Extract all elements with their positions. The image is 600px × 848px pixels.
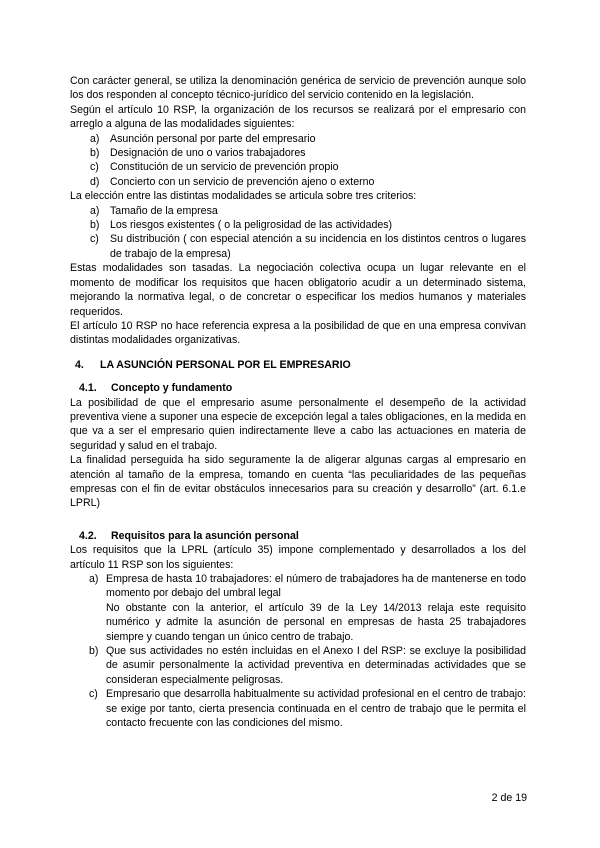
- list-item: [70, 175, 526, 189]
- list-item-text: Que sus actividades no estén incluidas en el Anexo I del RSP: se excluye la posibilidad de asumir personalmente la actividad preventiva en determinadas actividades que se consideran especialmente peligrosas.: [106, 645, 526, 686]
- list-item-text: Los riesgos existentes ( o la peligrosidad de las actividades): [110, 219, 393, 232]
- list-marker: a): [89, 573, 99, 585]
- requirements-list: [70, 572, 526, 601]
- requirements-list: [70, 644, 526, 730]
- body-paragraph: La finalidad perseguida ha sido seguramente la de aligerar algunas cargas al empresario en atención al tamaño de la empresa, tomando en cuenta “las peculiaridades de las pequeñas empresas con el fin de evitar obstáculos innecesarios para su creación y desarrollo” (art. 6.1.e LPRL): [70, 454, 526, 510]
- body-paragraph: Los requisitos que la LPRL (artículo 35) impone complementado y desarrollados a los del artículo 11 RSP son los siguientes:: [70, 544, 526, 571]
- criteria-list: [70, 204, 526, 262]
- list-marker: d): [90, 175, 100, 188]
- list-item-text: Constitución de un servicio de prevención propio: [110, 161, 339, 174]
- list-marker: c): [89, 688, 98, 701]
- subsection-title: Requisitos para la asunción personal: [111, 529, 299, 542]
- list-item: [70, 132, 526, 146]
- list-item: [70, 218, 526, 232]
- page-number: 2 de 19: [491, 792, 527, 804]
- intro-paragraph: Según el artículo 10 RSP, la organización de los recursos se realizará por el empresario con arreglo a alguna de las modalidades siguientes:: [70, 103, 526, 131]
- subsection-heading: [70, 529, 526, 543]
- list-item-text: Designación de uno o varios trabajadores: [110, 147, 306, 160]
- list-item-text: Empresa de hasta 10 trabajadores: el número de trabajadores ha de mantenerse en todo momento por debajo del umbral legal: [106, 573, 526, 600]
- body-paragraph: La posibilidad de que el empresario asume personalmente el desempeño de la actividad preventiva viene a suponer una especie de excepción legal a tales obligaciones, en la medida en que va a ser el empresario quien indirectamente lleve a cabo las actuaciones en materia de seguridad y salud en el trabajo.: [70, 396, 526, 452]
- subsection-title: Concepto y fundamento: [111, 382, 233, 395]
- body-paragraph: Estas modalidades son tasadas. La negociación colectiva ocupa un lugar relevante en el momento de modificar los requisitos que hacen obligatorio acudir a un determinado sistema, mejorando la normativa legal, o de concretar o especificar los medios humanos y materiales requeridos.: [70, 262, 526, 318]
- list-item: [70, 146, 526, 160]
- list-marker: b): [90, 219, 100, 232]
- page-content: [70, 74, 526, 730]
- section-number: 4.: [75, 358, 84, 371]
- subsection-heading: [70, 381, 526, 395]
- list-marker: c): [90, 161, 99, 174]
- list-marker: c): [90, 233, 99, 246]
- list-item: [70, 160, 526, 174]
- subsection-number: 4.2.: [79, 529, 97, 542]
- list-item: [70, 232, 526, 261]
- criteria-intro: La elección entre las distintas modalidades se articula sobre tres criterios:: [70, 190, 417, 203]
- list-item: [70, 687, 526, 730]
- intro-paragraph: Con carácter general, se utiliza la denominación genérica de servicio de prevención aunque solo los dos responden al concepto técnico-jurídico del servicio contenido en la legislación.: [70, 75, 526, 102]
- list-marker: b): [90, 147, 100, 160]
- list-item-text: Empresario que desarrolla habitualmente su actividad profesional en el centro de trabajo: se exige por tanto, cierta presencia continuada en el centro de trabajo que le permita el contacto frecuente con las condiciones del mismo.: [106, 688, 526, 730]
- list-item-text: Su distribución ( con especial atención a su incidencia en los distintos centros o lugares de trabajo de la empresa): [110, 233, 526, 260]
- list-item-text: Asunción personal por parte del empresario: [110, 132, 316, 145]
- requirement-note: No obstante con la anterior, el artículo 39 de la Ley 14/2013 relaja este requisito numérico y admite la asunción de personal en empresas de hasta 25 trabajadores siempre y cuando tengan un único centro de trabajo.: [106, 601, 526, 643]
- body-paragraph: El artículo 10 RSP no hace referencia expresa a la posibilidad de que en una empresa convivan distintas modalidades organizativas.: [70, 319, 526, 347]
- list-item-text: Concierto con un servicio de prevención ajeno o externo: [110, 175, 375, 188]
- list-item: [70, 204, 526, 218]
- list-item: [70, 644, 526, 687]
- section-title: LA ASUNCIÓN PERSONAL POR EL EMPRESARIO: [100, 358, 351, 371]
- section-heading: [70, 358, 526, 372]
- list-marker: a): [90, 204, 100, 217]
- modalities-list: [70, 132, 526, 190]
- list-item-text: Tamaño de la empresa: [110, 204, 218, 217]
- subsection-number: 4.1.: [79, 382, 97, 395]
- list-marker: b): [89, 645, 99, 658]
- list-marker: a): [90, 132, 100, 145]
- list-item: [70, 572, 526, 601]
